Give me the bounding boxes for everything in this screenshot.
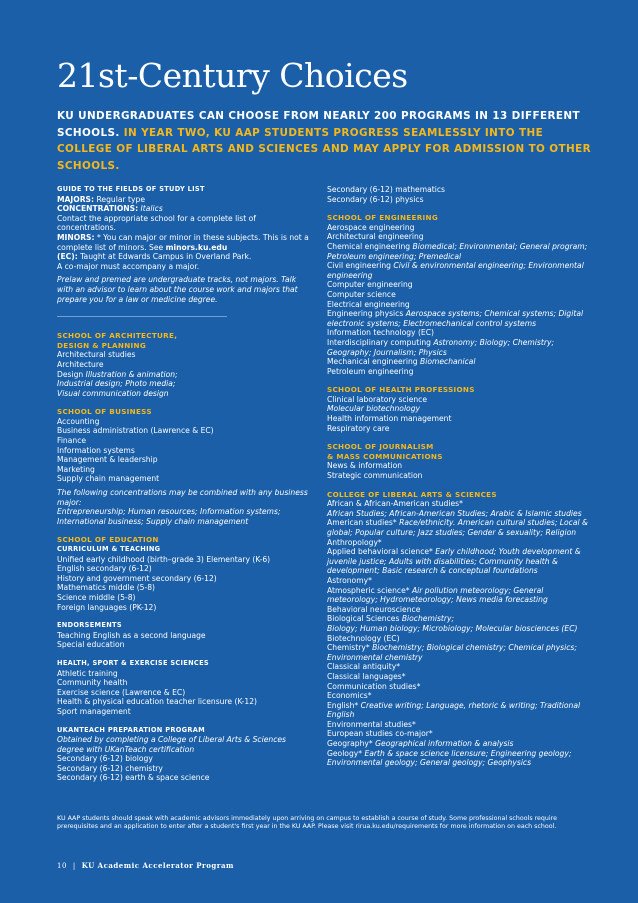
intro-text (57, 108, 597, 174)
engineering-item: Aerospace engineering (327, 222, 415, 232)
ukanteach-item: Secondary (6-12) chemistry (57, 763, 163, 773)
health-item: Health information management (327, 414, 452, 424)
guide-contact: Contact the appropriate school for a complete list of concentrations. (57, 213, 256, 233)
guide-concentrations: CONCENTRATIONS: Italics (57, 204, 163, 214)
engineering-item: Architectural engineering (327, 232, 424, 242)
clas-item: Economics* (327, 691, 372, 701)
business-note: The following concentrations may be combined with any business major: (57, 488, 308, 507)
footnote: KU AAP students should speak with academic advisors immediately upon arriving on campus to establish a course of study. Some professional schools require prerequisites and an application to enter after a student's first year in the KU AAP. Please visit rirua.ku.edu/requirements for more information on each school. (57, 815, 557, 831)
health-item: Respiratory care (327, 423, 390, 433)
engineering-item: Engineering physics Aerospace systems; Chemical systems; Digital electronic systems; Electromechanical control systems (327, 309, 584, 328)
engineering-item: Mechanical engineering Biomechanical (327, 357, 476, 367)
health-heading: SCHOOL OF HEALTH PROFESSIONS (327, 385, 475, 395)
education-item: Unified early childhood (birth–grade 3) Elementary (K-6) (57, 554, 271, 564)
program-name: KU Academic Accelerator Program (81, 861, 234, 870)
curriculum-heading: CURRICULUM & TEACHING (57, 545, 161, 553)
clas-item: Biology; Human biology; Microbiology; Molecular biosciences (EC) (327, 623, 578, 633)
clas-item: English* Creative writing; Language, rhetoric & writing; Traditional English (327, 700, 581, 720)
clas-item: Geology* Earth & space science licensure; Engineering geology; Environmental geology; General geology; Geophysics (327, 748, 572, 768)
clas-item: Anthropology* (327, 537, 382, 547)
endorsement-item: Special education (57, 640, 125, 650)
page-title: 21st-Century Choices (57, 56, 408, 95)
hses-heading: HEALTH, SPORT & EXERCISE SCIENCES (57, 658, 209, 667)
engineering-item: Civil engineering Civil & environmental engineering; Environmental engineering (327, 261, 584, 280)
hses-item: Sport management (57, 706, 131, 716)
engineering-item: Computer science (327, 289, 396, 299)
journalism-item: Strategic communication (327, 471, 423, 481)
guide-comajor: A co-major must accompany a major. (57, 261, 200, 271)
business-item: Information systems (57, 445, 135, 455)
clas-item: African Studies; African-American Studies; Arabic & Islamic studies (327, 508, 582, 518)
clas-item: Classical languages* (327, 671, 406, 681)
hses-item: Athletic training (57, 668, 118, 678)
clas-item: African & African-American studies* (327, 499, 463, 509)
health-item: Clinical laboratory science (327, 394, 428, 404)
intro-yellow: IN YEAR TWO, KU AAP STUDENTS PROGRESS SEAMLESSLY INTO THE COLLEGE OF LIBERAL ARTS AND SCIENCES AND MAY APPLY FOR ADMISSION TO OTHER SCHOOLS. (57, 126, 592, 172)
education-item: Mathematics middle (5-8) (57, 583, 156, 593)
business-concentrations: Entrepreneurship; Human resources; Information systems; International business; Supply chain management (57, 507, 281, 526)
education-item: History and government secondary (6-12) (57, 573, 217, 583)
ukanteach-item: Secondary (6-12) physics (327, 194, 424, 204)
education-item: Foreign languages (PK-12) (57, 602, 157, 612)
ukanteach-item: Secondary (6-12) mathematics (327, 185, 445, 194)
business-item: Accounting (57, 416, 100, 426)
page-number: 10 (57, 862, 67, 870)
arch-heading-2: DESIGN & PLANNING (57, 340, 147, 350)
ukanteach-item: Secondary (6-12) biology (57, 754, 153, 764)
clas-item: Communication studies* (327, 681, 421, 691)
arch-item: Architectural studies (57, 350, 136, 360)
engineering-item: Computer engineering (327, 280, 413, 290)
clas-item: Atmospheric science* Air pollution meteorology; General meteorology; Hydrometeorology; News media forecasting (327, 585, 548, 605)
clas-item: Applied behavioral science* Early childhood; Youth development & juvenile justice; Adults with disabilities; Community health & development; Basic research & conceptual foundations (327, 547, 581, 576)
hses-item: Health & physical education teacher licensure (K-12) (57, 697, 258, 707)
footer-separator: | (72, 862, 76, 870)
education-item: Science middle (5-8) (57, 592, 136, 602)
clas-item: Geography* Geographical information & analysis (327, 739, 514, 749)
ukanteach-item: Secondary (6-12) earth & space science (57, 773, 210, 783)
journalism-heading-2: & MASS COMMUNICATIONS (327, 451, 443, 461)
engineering-item: Electrical engineering (327, 299, 410, 309)
clas-heading: COLLEGE OF LIBERAL ARTS & SCIENCES (327, 489, 497, 499)
endorsements-heading: ENDORSEMENTS (57, 621, 122, 630)
guide-heading: GUIDE TO THE FIELDS OF STUDY LIST (57, 185, 205, 193)
intro-white: KU UNDERGRADUATES CAN CHOOSE FROM NEARLY 200 PROGRAMS IN 13 DIFFERENT SCHOOLS. (57, 110, 580, 139)
arch-item: Architecture (57, 359, 104, 369)
business-item: Finance (57, 436, 87, 446)
clas-item: American studies* Race/ethnicity. American cultural studies; Local & global; Popular culture; Jazz studies; Gender & sexuality; Religion (327, 518, 588, 537)
health-item: Molecular biotechnology (327, 404, 421, 414)
journalism-item: News & information (327, 461, 403, 471)
ukanteach-heading: UKANTEACH PREPARATION PROGRAM (57, 725, 205, 734)
clas-item: Behavioral neuroscience (327, 604, 421, 614)
arch-item: Design Illustration & animation; (57, 369, 178, 379)
engineering-item: Interdisciplinary computing Astronomy; Biology; Chemistry; Geography; Journalism; Physics (327, 337, 555, 357)
arch-item: Industrial design; Photo media; (57, 379, 176, 389)
clas-item: Biotechnology (EC) (327, 633, 400, 643)
engineering-item: Chemical engineering Biomedical; Environmental; General program; Petroleum engineering; Premedical (327, 241, 588, 261)
clas-item: Environmental studies* (327, 719, 416, 729)
minors-link[interactable]: minors.ku.edu (165, 242, 228, 252)
education-heading: SCHOOL OF EDUCATION (57, 535, 159, 545)
journalism-heading-1: SCHOOL OF JOURNALISM (327, 442, 434, 452)
clas-item: European studies co-major* (327, 729, 433, 739)
hses-item: Community health (57, 678, 128, 688)
divider (57, 316, 227, 317)
education-item: English secondary (6-12) (57, 564, 152, 574)
clas-item: Biological Sciences Biochemistry; (327, 614, 455, 624)
clas-item: Astronomy* (327, 575, 372, 585)
business-heading: SCHOOL OF BUSINESS (57, 407, 152, 417)
arch-heading-1: SCHOOL OF ARCHITECTURE, (57, 331, 178, 341)
business-item: Marketing (57, 464, 95, 474)
engineering-heading: SCHOOL OF ENGINEERING (327, 213, 439, 223)
engineering-item: Petroleum engineering (327, 366, 414, 376)
right-column (327, 185, 589, 768)
ukanteach-note: Obtained by completing a College of Liberal Arts & Sciences degree with UKanTeach certification (57, 735, 287, 754)
business-item: Business administration (Lawrence & EC) (57, 426, 214, 436)
engineering-item: Information technology (EC) (327, 328, 434, 338)
business-item: Management & leadership (57, 455, 158, 465)
clas-item: Classical antiquity* (327, 662, 401, 672)
hses-item: Exercise science (Lawrence & EC) (57, 687, 186, 697)
clas-item: Chemistry* Biochemistry; Biological chemistry; Chemical physics; Environmental chemistry (327, 643, 577, 662)
arch-item: Visual communication design (57, 388, 169, 398)
guide-majors: MAJORS: Regular type (57, 194, 145, 204)
business-item: Supply chain management (57, 474, 160, 484)
page-footer (57, 861, 234, 870)
guide-minors: MINORS: * You can major or minor in these subjects. This is not a complete list of minors. See minors.ku.edu (57, 232, 309, 252)
endorsement-item: Teaching English as a second language (57, 630, 206, 640)
guide-ec: (EC): Taught at Edwards Campus in Overland Park. (57, 252, 252, 262)
left-column (57, 185, 309, 783)
guide-prelaw: Prelaw and premed are undergraduate tracks, not majors. Talk with an advisor to learn about the course work and majors that prepare you for a law or medicine degree. (57, 275, 298, 304)
